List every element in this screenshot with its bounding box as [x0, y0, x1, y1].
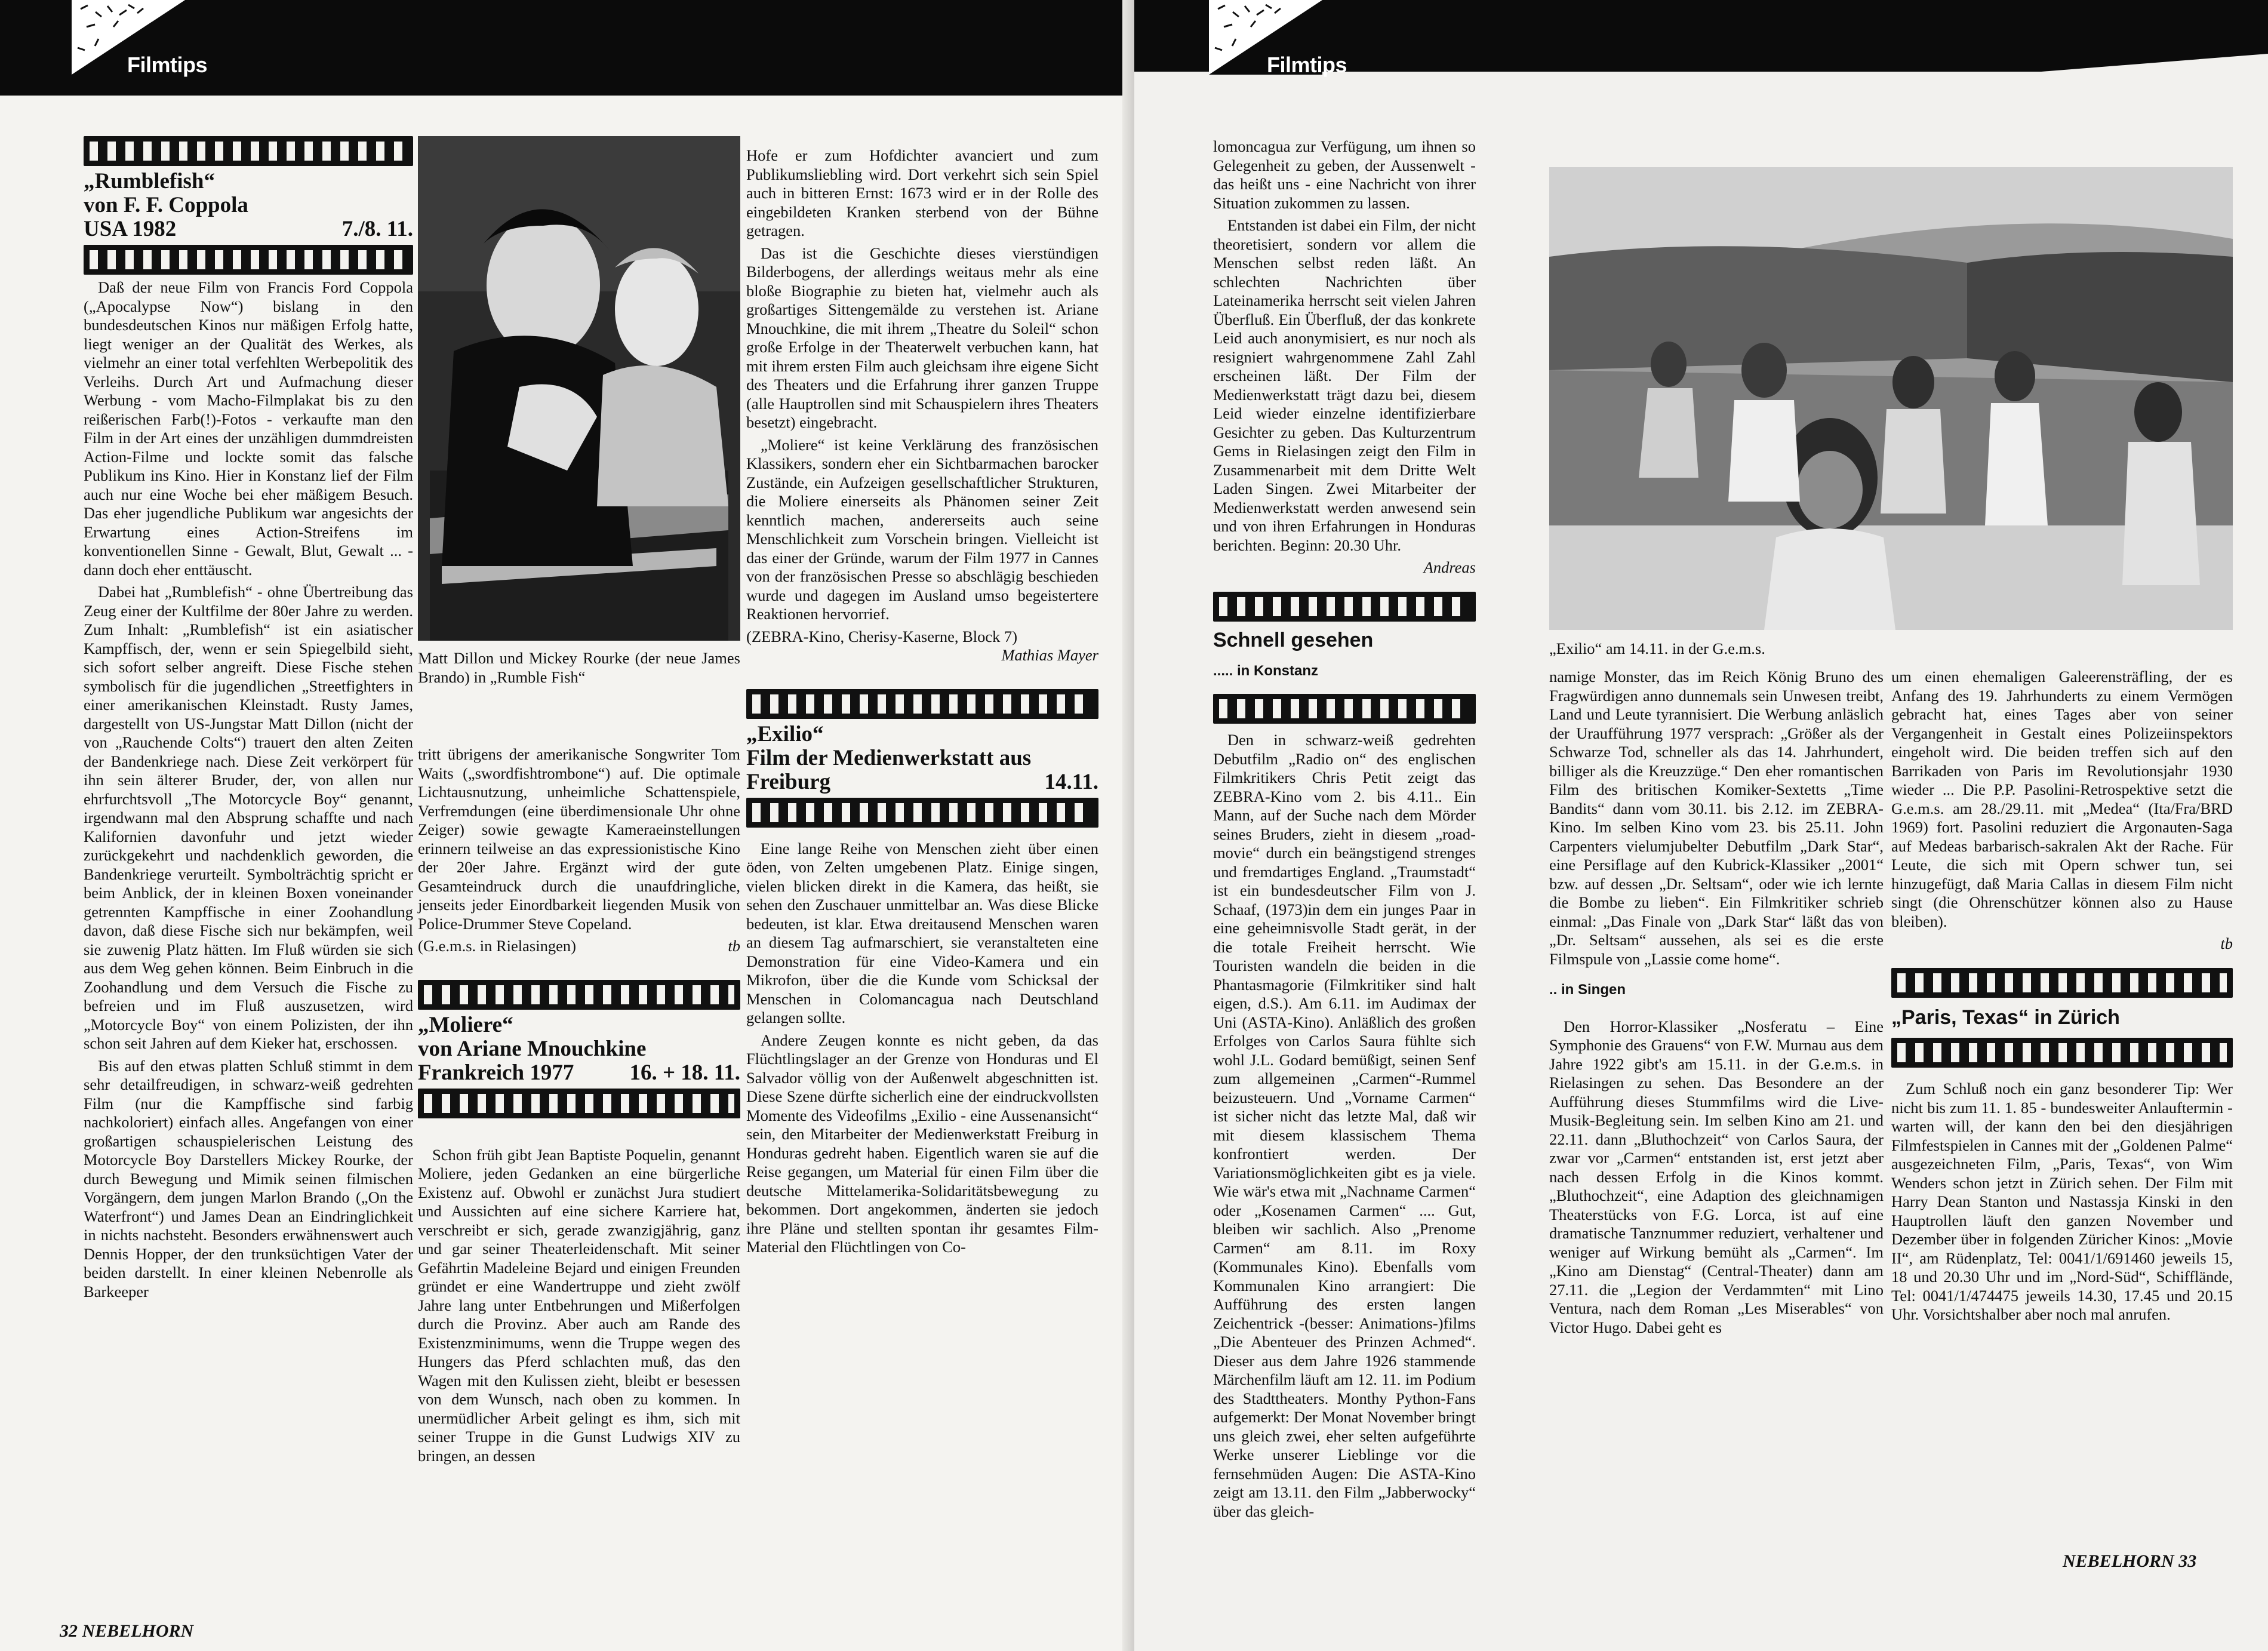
title-date: 7./8. 11.	[341, 217, 413, 241]
rumblefish-photo	[418, 136, 740, 641]
author-signature: Mathias Mayer	[1001, 646, 1098, 664]
paragraph: Zum Schluß noch ein ganz besonderer Tip: Wer nicht bis zum 11. 1. 85 - bundesweiter Anlauftermin - warten will, der kann den bei den diesjährigen Filmfestspielen in Cannes mit der „Goldenen Palme“ ausgezeichneten Film, „Paris, Texas“, von Wim Wenders schon jetzt in Zürich sehen. Der Film mit Harry Dean Stanton und Nastassja Kinski in den Hauptrollen läuft den ganzen November und Dezember über in folgenden Züricher Kinos: „Movie II“, am Rüdenplatz, Tel: 0041/1/691460 jeweils 15, 18 und 20.30 Uhr und im „Nord-Süd“, Schifflände, Tel: 0041/1/474475 jeweils 14.30, 17.45 und 20.15 Uhr. Vorsichtshalber aber noch mal anrufen.	[1891, 1080, 2233, 1323]
page-number-right	[2063, 1551, 2196, 1572]
title-line: von F. F. Coppola	[84, 193, 248, 217]
paragraph: Bis auf den etwas platten Schluß stimmt in dem sehr detailfreudigen, in schwarz-weiß gedrehten Film (nur die Kampffische sind farbig nachkoloriert) einfach alles. Angefangen von einer großartigen schauspielerischen Leistung des Motorcycle Boy Darstellers Mickey Rourke, der durch Bewegung und Mimik seinen filmischen Vorgängern, dem jungen Marlon Brando („On the Waterfront“) und James Dean an Eindringlichkeit in nichts nachsteht. Besonders erwähnenswert auch Dennis Hopper, der den trunksüchtigen Vater der beiden darstellt. In einer kleinen Nebenrolle als Barkeeper	[84, 1056, 413, 1300]
title-city: Freiburg	[746, 769, 831, 794]
filmstrip-divider	[418, 980, 740, 1010]
filmstrip-divider	[1213, 694, 1476, 724]
magazine-name: NEBELHORN	[82, 1621, 194, 1641]
author-signature: tb	[728, 937, 740, 955]
schnell-continued	[1549, 668, 1884, 1341]
exilio-continued	[1213, 137, 1476, 681]
exilio-title	[746, 722, 1098, 794]
page-right	[1134, 0, 2268, 1651]
exilio-photo	[1549, 167, 2233, 630]
paragraph: Den Horror-Klassiker „Nosferatu – Eine Symphonie des Grauens“ von F.W. Murnau aus dem Jahre 1922 gibt's am 15.11. in der G.e.m.s. in Rielasingen zu sehen. Das Besondere an der Aufführung dieses Stummfilms wird die Live-Musik-Begleitung sein. Im selben Kino am 21. und 22.11. dann „Bluthochzeit“ von Carlos Saura, der zwar vor „Carmen“ entstanden ist, erst jetzt aber nach dessen Erfolg in die Kinos kommt. „Bluthochzeit“, eine Adaption des gleichnamigen Theaterstücks von F.G. Lorca, ist auf eine dramatische Tanznummer reduziert, verhaltener und weniger auf Wirkung bemüht als „Carmen“. Im „Kino am Dienstag“ (Central-Theater) dann am 27.11. die „Legion der Verdammten“ mit Lino Ventura, nach dem Roman „Les Miserables“ von Victor Hugo. Dabei geht es	[1549, 1017, 1884, 1336]
title-line: von Ariane Mnouchkine	[418, 1036, 647, 1061]
paragraph: Daß der neue Film von Francis Ford Coppola („Apocalypse Now“) bislang in den bundesdeutschen Kinos nur mäßigen Erfolg hatte, liegt weniger an der Qualität des Werkes, als vielmehr an einer total verfehlten Werbepolitik des Verleihs. Durch Art und Aufmachung dieser Werbung - vom Macho-Filmplakat bis zu den reißerischen Farb(!)-Fotos - verkaufte man den Film in der Art eines der unzähligen dummdreisten Action-Filme und lockte somit das falsche Publikum ins Kino. Hier in Konstanz lief der Film auch nur eine Woche bei eher mäßigem Besuch. Das eher jugendliche Publikum war angesichts der Erwartung eines Action-Streifens im konventionellen Sinne - Gewalt, Blut, Gewalt ... - dann doch eher enttäuscht.	[84, 278, 413, 579]
moliere-title	[418, 1013, 740, 1085]
venue: (ZEBRA-Kino, Cherisy-Kaserne, Block 7)	[746, 627, 1018, 645]
paragraph: Das ist die Geschichte dieses vierstündigen Bilderbogens, der allerdings weitaus mehr als eine bloße Biographie zu bieten hat, vielmehr auch als großartiges Sittengemälde zu verstehen ist. Ariane Mnouchkine, die mit ihrem „Theatre du Soleil“ schon große Erfolge in der Theaterwelt verbuchen kann, hat mit ihrem ersten Film auch gleichsam ihre eigene Sicht des Theaters und die Erfahrung ihrer ganzen Truppe (alle Hauptrollen sind mit Schauspielern ihres Theaters besetzt) eingebracht.	[746, 244, 1098, 431]
page-number-left	[60, 1621, 193, 1641]
paragraph: „Moliere“ ist keine Verklärung des französischen Klassikers, sondern eher ein Sichtbarmachen barocker Zustände, ein Aufzeigen gesellschaftlicher Strukturen, die Moliere einerseits als Phänomen seiner Zeit kenntlich machen, andererseits auch seine Menschlichkeit zum Vorschein bringen. Vielleicht ist das einer der Gründe, warum der Film 1977 in Cannes von der französischen Presse so abschlägig beschieden wurde und dagegen im Ausland umso begeistertere Reaktionen hervorrief.	[746, 435, 1098, 623]
paragraph: Den in schwarz-weiß gedrehten Debutfilm „Radio on“ des englischen Filmkritikers Chris Petit zeigt das ZEBRA-Kino vom 2. bis 4.11.. Ein Mann, auf der Suche nach dem Mörder seines Bruders, zieht in diesem „road-movie“ durch ein beängstigend strenges und fremdartiges England. „Traumstadt“ ist ein bundesdeutscher Film von J. Schaaf, (1973)in dem ein junges Paar in eine geheimnisvolle Stadt gerät, in der die totale Freiheit herrscht. Wie Touristen wandeln die beiden in die Phantasmagorie (Filmkritiker sind halt eigen, d.S.). Am 6.11. im Audimax der Uni (ASTA-Kino). Anläßlich des großen Erfolges von Carlos Saura fühlte sich wohl J.L. Godard bemüßigt, seinen Senf zum allgemeinen „Carmen“-Rummel beizusteuern. Und „Vorname Carmen“ ist sicher nicht das letzte Mal, daß wir mit diesem klassischem Thema konfrontiert werden. Der Variationsmöglichkeiten gibt es ja viele. Wie wär's etwa mit „Nachname Carmen“ oder „Kosenamen Carmen“ .... Gut, bleiben wir sachlich. Also „Prenome Carmen“ am 8.11. im Roxy (Kommunales Kino). Ebenfalls vom Kommunalen Kino arrangiert: Die Aufführung des ersten langen Zeichentrick -(besser: Animations-)films „Die Abenteuer des Prinzen Achmed“. Dieser aus dem Jahre 1926 stammende Märchenfilm läuft am 12. 11. im Podium des Stadttheaters. Monthy Python-Fans aufgemerkt: Der Monat November bringt uns gleich zwei, eher selten aufgeführte Werke unserer Lieblinge vor die fernsehmüden Augen: Die ASTA-Kino zeigt am 13.11. den Film „Jabberwocky“ über das gleich-	[1213, 731, 1476, 1520]
subheading-konstanz: ..... in Konstanz	[1213, 663, 1319, 679]
title-line: Film der Medienwerkstatt aus	[746, 745, 1032, 770]
paragraph: Dabei hat „Rumblefish“ - ohne Übertreibung das Zeug einer der Kultfilme der 80er Jahre zu werden. Zum Inhalt: „Rumblefish“ ist ein asiatischer Kampffisch, der, wenn er sein Spiegelbild sieht, sich sofort selber angreift. Diese Fische stehen symbolisch für die jugendlichen „Streetfighters in einer amerikanischen Kleinstadt. Rusty James, dargestellt von US-Jungstar Matt Dillon (nicht der von „Rauchende Colts“) trauert den alten Zeiten der Bandenkriege nach. Diese Zeit verkörpert für ihn sein älterer Bruder, der, von allen nur ehrfurchtsvoll „The Motorcycle Boy“ genannt, irgendwann mal den Absprung schaffte und nach Kalifornien davonfuhr und jetzt wieder zurückgekehrt und nachdenklich geworden, die Bandenkriege verurteilt. Symbolträchtig spricht er beim Anblick, der in kleinen Boxen voneinander getrennten Kampffische in einer Zoohandlung davon, daß diese Fische sich nur bekämpfen, weil sie zuwenig Platz hätten. Im Fluß würden sie sich aus dem Weg gehen können. Beim Einbruch in die Zoohandlung und dem Versuch die Fische zu befreien und im Fluß auszusetzen, wird „Motorcycle Boy“ von einem Polizisten, der ihn schon seit Jahren auf dem Kieker hat, erschossen.	[84, 583, 413, 1052]
filmstrip-divider	[418, 1089, 740, 1118]
filmstrip-divider	[84, 245, 413, 275]
paris-heading: „Paris, Texas“ in Zürich	[1891, 1006, 2120, 1029]
moliere-continued	[746, 146, 1098, 1260]
paragraph: Eine lange Reihe von Menschen zieht über einen öden, von Zelten umgebenen Platz. Einige singen, vielen blicken direkt in die Kamera, das heißt, sie sehen den Zuschauer unmittelbar an. Was diese Blicke bedeuten, ist klar. Etwa dreitausend Menschen waren an diesem Tag aufmarschiert, sie veranstalteten eine Demonstration für eine Video-Kamera und ein Mikrofon, über die die Kunde vom Schicksal der Menschen in Colomancagua nach Deutschland gelangen sollte.	[746, 839, 1098, 1026]
filmstrip-divider	[1891, 968, 2233, 998]
section-label: Filmtips	[1267, 53, 1347, 77]
paragraph: tritt übrigens der amerikanische Songwriter Tom Waits („swordfishtrombone“) auf. Die optimale Lichtausnutzung, unheimliche Schattenspiele, Verfremdungen (eine überdimensionale Uhr ohne Zeiger) sowie gewagte Kameraeinstellungen erinnern teilweise an das expressionistische Kino der 20er Jahre. Ergänzt wird der gute Gesamteindruck durch die unaufdringliche, jenseits jeder Einordbarkeit liegenden Musik von Police-Drummer Steve Copeland.	[418, 745, 740, 933]
filmstrip-divider	[1213, 592, 1476, 622]
filmstrip-divider	[84, 136, 413, 166]
venue: (G.e.m.s. in Rielasingen)	[418, 937, 576, 955]
title-country: USA 1982	[84, 217, 177, 241]
paragraph: Andere Zeugen konnte es nicht geben, da das Flüchtlingslager an der Grenze von Honduras und El Salvador völlig von der Außenwelt abgeschnitten ist. Diese Szene dürfte sicherlich eine der eindruckvollsten Momente des Videofilms „Exilio - eine Aussenansicht“ sein, den Mitarbeiter der Medienwerkstatt Freiburg in Honduras gedreht haben. Eigentlich waren sie auf die Reise gegangen, um Material für einen Film über die deutsche Mittelamerika-Solidaritätsbewegung zu bekommen. Dort angekommen, änderten sie jedoch ihre Pläne und stellten spontan ihr gesamtes Film-Material den Flüchtlingen von Co-	[746, 1031, 1098, 1256]
filmstrip-divider	[1891, 1038, 2233, 1068]
title-line: „Moliere“	[418, 1012, 513, 1037]
schnell-heading: Schnell gesehen	[1213, 628, 1374, 651]
filmstrip-divider	[746, 798, 1098, 828]
paragraph: namige Monster, das im Reich König Bruno des Fragwürdigen anno dunnemals sein Unwesen treibt, Land und Leute tyrannisiert. Die Werbung anläslich der Uraufführung 1977 versprach: „Größer als der Schwarze Tod, schneller als das 14. Jahrhundert, billiger als die Kreuzzüge.“ Den eher romantischen Film des britischen Komiker-Sextetts „Time Bandits“ dann vom 30.11. bis 2.12. im ZEBRA-Kino. Im selben Kino vom 23. bis 25.11. John Carpenters vielumjubelter Debutfilm „Dark Star“, eine Persiflage auf den Kubrick-Klassiker „2001“ bzw. auf dessen „Dr. Seltsam“, oder wie ich lernte die Bombe zu lieben“. Ein Filmkritiker schrieb einmal: „Das Finale von „Dark Star“ läßt das von „Dr. Seltsam“ aussehen, als sei es die erste Filmspule von „Lassie come home“.	[1549, 668, 1884, 968]
page-number: 33	[2178, 1551, 2197, 1571]
title-country: Frankreich 1977	[418, 1060, 574, 1085]
paragraph: um einen ehemaligen Galeerensträfling, der es Anfang des 19. Jahrhunderts zu einem Vermögen gebracht hat, eines Tages aber von seiner Vergangenheit in Gestalt eines Polizeiinspektors eingeholt wird. Die beiden treffen sich auf den Barrikaden von Paris im Revolutionsjahr 1930 wieder ... Die P.P. Pasolini-Retrospektive setzt die G.e.m.s. am 28./29.11. mit „Medea“ (Ita/Fra/BRD 1969) fort. Pasolini reduziert die Argonauten-Saga auf Medeas barbarisch-sakralen Akt der Rache. Für Leute, die sich mit Opern schwer tun, sei hinzugefügt, daß Maria Callas in diesem Film nicht singt (die Ohrenschützer können also zu Hause bleiben).	[1891, 668, 2233, 930]
title-line: „Exilio“	[746, 721, 824, 746]
paragraph: lomoncagua zur Verfügung, um ihnen so Gelegenheit zu geben, der Aussenwelt - das heißt uns - eine Nachricht von ihrer Situation zukommen zu lassen.	[1213, 137, 1476, 212]
subheading-singen: .. in Singen	[1549, 982, 1626, 998]
section-label: Filmtips	[127, 53, 208, 77]
venue-line	[418, 937, 740, 956]
rumblefish-article	[84, 136, 413, 1305]
magazine-name: NEBELHORN	[2063, 1551, 2174, 1571]
paragraph: Hofe er zum Hofdichter avanciert und zum Publikumsliebling wird. Dort verkehrt sich sein Spiel auch in bitteren Ernst: 1673 wird er in der Rolle des eingebildeten Kranken sterbend von der Bühne getragen.	[746, 146, 1098, 239]
author-signature: tb	[2220, 934, 2233, 952]
title-date: 14.11.	[1044, 769, 1098, 794]
rumblefish-continued	[418, 745, 740, 1469]
paragraph: Schon früh gibt Jean Baptiste Poquelin, genannt Moliere, jeden Gedanken an eine bürgerliche Existenz auf. Obwohl er zunächst Jura studiert und Aussichten auf eine sichere Karriere hat, verschreibt er sich, gerade zwanzigjährig, ganz und gar seiner Theaterleidenschaft. Mit seiner Gefährtin Madeleine Bejard und einigen Freunden gründet er eine Wandertruppe und zieht zwölf Jahre lang unter Entbehrungen und Mißerfolgen durch die Provinz. Aber auch am Rande des Existenzminimums, wenn die Truppe wegen des Hungers das Pferd schlachten muß, das den Wagen mit den Kulissen zieht, bleibt er besessen von dem Wunsch, nach oben zu kommen. In unermüdlicher Arbeit gelingt es ihm, sich mit seiner Truppe in die Gunst Ludwigs XIV zu bringen, an dessen	[418, 1145, 740, 1465]
paragraph: Entstanden ist dabei ein Film, der nicht theoretisiert, sondern vor allem die Menschen selbst reden läßt. An schlechten Nachrichten über Lateinamerika herrscht seit vielen Jahren Überfluß. Ein Überfluß, der das konkrete Leid auch anonymisiert, es nur noch als resigniert wahrgenommene Zahl Zahl erscheinen läßt. Der Film der Medienwerkstatt trägt dazu bei, diesem Leid wieder einzelne identifizierbare Gesichter zu geben. Das Kulturzentrum Gems in Rielasingen zeigt den Film in Zusammenarbeit mit dem Dritte Welt Laden Singen. Zwei Mitarbeiter der Medienwerkstatt werden anwesend sein und von ihren Erfahrungen in Honduras berichten. Beginn: 20.30 Uhr.	[1213, 216, 1476, 554]
title-date: 16. + 18. 11.	[629, 1060, 740, 1085]
title-line: „Rumblefish“	[84, 169, 215, 193]
rumblefish-caption: Matt Dillon und Mickey Rourke (der neue James Brando) in „Rumble Fish“	[418, 649, 740, 686]
filmstrip-divider	[746, 689, 1098, 719]
author-signature: Andreas	[1423, 558, 1476, 576]
rumblefish-title	[84, 170, 413, 241]
exilio-caption: „Exilio“ am 14.11. in der G.e.m.s.	[1549, 640, 1765, 657]
schnell-konstanz	[1213, 694, 1476, 1524]
schnell-singen-continued	[1891, 668, 2233, 1328]
page-number: 32	[60, 1621, 78, 1641]
